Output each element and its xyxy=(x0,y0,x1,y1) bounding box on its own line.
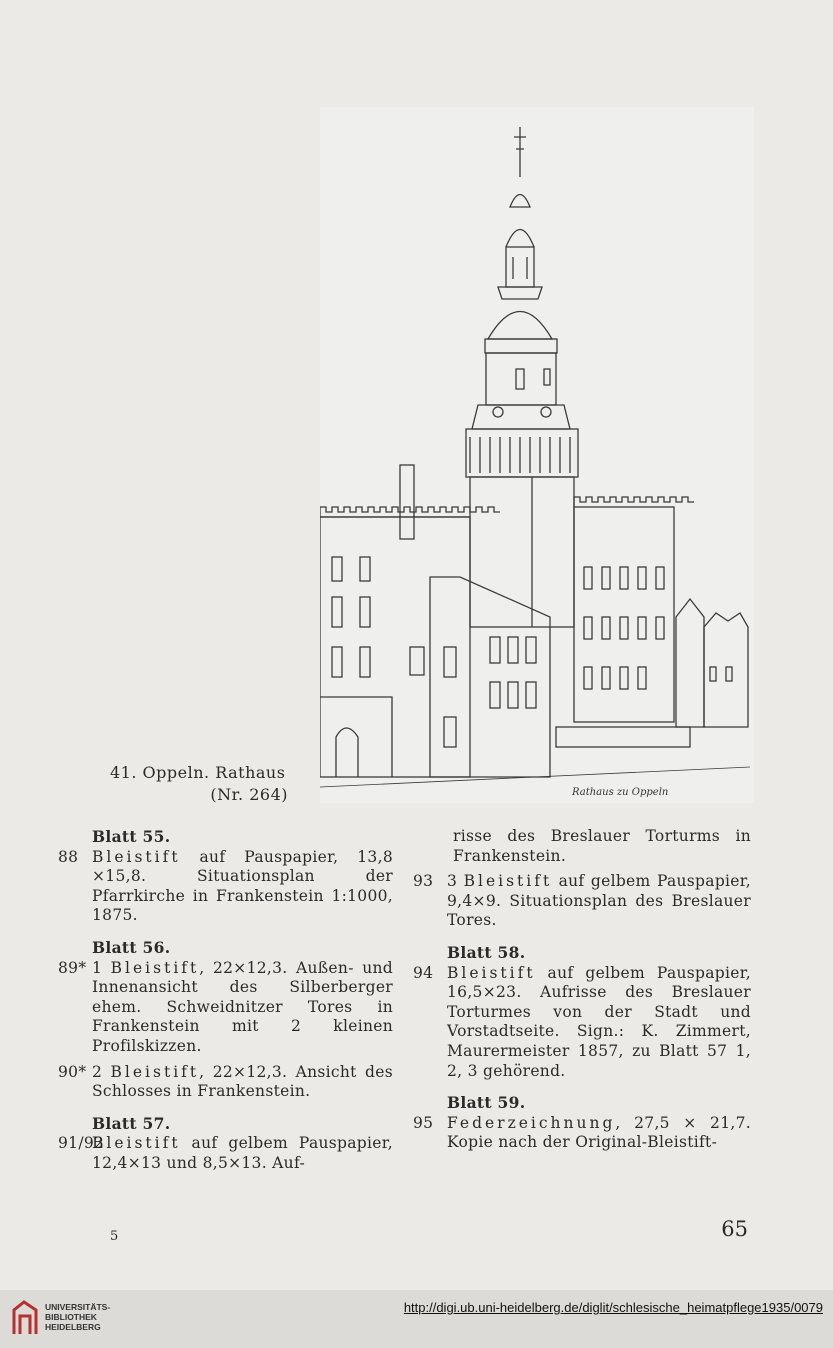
entry-text: auf gelbem Pauspapier, 9,4×9. Situationsplan des Breslauer Tores. xyxy=(447,872,752,930)
entry-prefix: 1 xyxy=(92,958,111,977)
caption-catalog-number: (Nr. 264) xyxy=(210,785,288,804)
caption-title: 41. Oppeln. Rathaus xyxy=(110,763,286,782)
entry-number: 95 xyxy=(413,1113,434,1132)
entry-medium: Bleistift xyxy=(447,963,536,982)
entry-medium: Bleistift xyxy=(110,1062,200,1081)
entry-number: 88 xyxy=(58,847,79,866)
entry-text: , 22×12,3. Außen- und Innenansicht des Silberberger ehem. Schweidnitzer Tores in Frankenstein mit 2 kleinen Profilskizzen. xyxy=(92,958,394,1055)
page-number: 65 xyxy=(721,1217,748,1241)
library-name xyxy=(45,1302,110,1332)
digital-library-footer xyxy=(0,1290,833,1348)
townhall-sketch-figure xyxy=(320,107,754,803)
entry-medium: Bleistift xyxy=(92,1134,181,1153)
catalog-entry-95 xyxy=(413,1114,751,1153)
catalog-entry-89 xyxy=(58,959,393,1057)
library-name-line: UNIVERSITÄTS- xyxy=(45,1302,111,1312)
figure-caption xyxy=(110,762,290,806)
signature-mark: 5 xyxy=(110,1229,119,1244)
library-name-line: HEIDELBERG xyxy=(45,1322,101,1332)
entry-number: 93 xyxy=(413,872,434,891)
entry-text: auf gelbem Pauspapier, 12,4×13 und 8,5×13. Auf- xyxy=(92,1134,393,1172)
entry-number: 90* xyxy=(58,1062,87,1081)
catalog-entry-93 xyxy=(413,872,751,931)
entry-medium: Bleistift xyxy=(110,958,200,977)
library-name-line: BIBLIOTHEK xyxy=(45,1312,97,1322)
sheet-heading: Blatt 55. xyxy=(92,827,171,846)
permalink-url[interactable]: http://digi.ub.uni-heidelberg.de/diglit/schlesische_heimatpflege1935/0079 xyxy=(403,1300,823,1315)
entry-continuation: risse des Breslauer Torturms in Frankenstein. xyxy=(453,827,751,865)
entry-text: , 27,5 × 21,7. Kopie nach der Original-Bleistift- xyxy=(447,1113,751,1152)
sheet-heading: Blatt 57. xyxy=(92,1113,171,1133)
entry-medium: Federzeichnung xyxy=(447,1113,616,1132)
entry-number: 91/92 xyxy=(58,1134,105,1153)
entry-prefix: 2 xyxy=(92,1062,111,1081)
entry-number: 94 xyxy=(413,963,434,982)
catalog-entry-94 xyxy=(413,964,751,1082)
right-column xyxy=(413,827,751,1153)
entry-medium: Bleistift xyxy=(92,847,181,866)
sheet-heading: Blatt 59. xyxy=(447,1093,526,1113)
sheet-heading: Blatt 58. xyxy=(447,942,526,962)
entry-medium: Bleistift xyxy=(463,872,553,891)
left-column xyxy=(58,827,393,1174)
townhall-sketch-drawing xyxy=(320,107,754,803)
library-logo-icon xyxy=(10,1298,40,1338)
entry-prefix: 3 xyxy=(447,872,464,891)
sketch-inscription: Rathaus zu Oppeln xyxy=(572,787,669,798)
catalog-entry-90 xyxy=(58,1063,393,1102)
entry-text: auf Pauspapier, 13,8 ×15,8. Situationsplan der Pfarrkirche in Frankenstein 1:1000, 1875. xyxy=(92,847,393,925)
entry-number: 89* xyxy=(58,958,87,977)
library-logo-link[interactable] xyxy=(10,1298,40,1342)
catalog-entry-88 xyxy=(58,848,393,926)
sheet-heading: Blatt 56. xyxy=(92,937,171,957)
catalog-entry-91-92 xyxy=(58,1134,393,1173)
entry-text: auf gelbem Pauspapier, 16,5×23. Aufrisse des Breslauer Torturmes von der Stadt und Vorstadtseite. Sign.: K. Zimmert, Maurermeister 1857, zu Blatt 57 1, 2, 3 gehörend. xyxy=(447,963,751,1080)
entry-text: , 22×12,3. Ansicht des Schlosses in Frankenstein. xyxy=(92,1062,393,1101)
